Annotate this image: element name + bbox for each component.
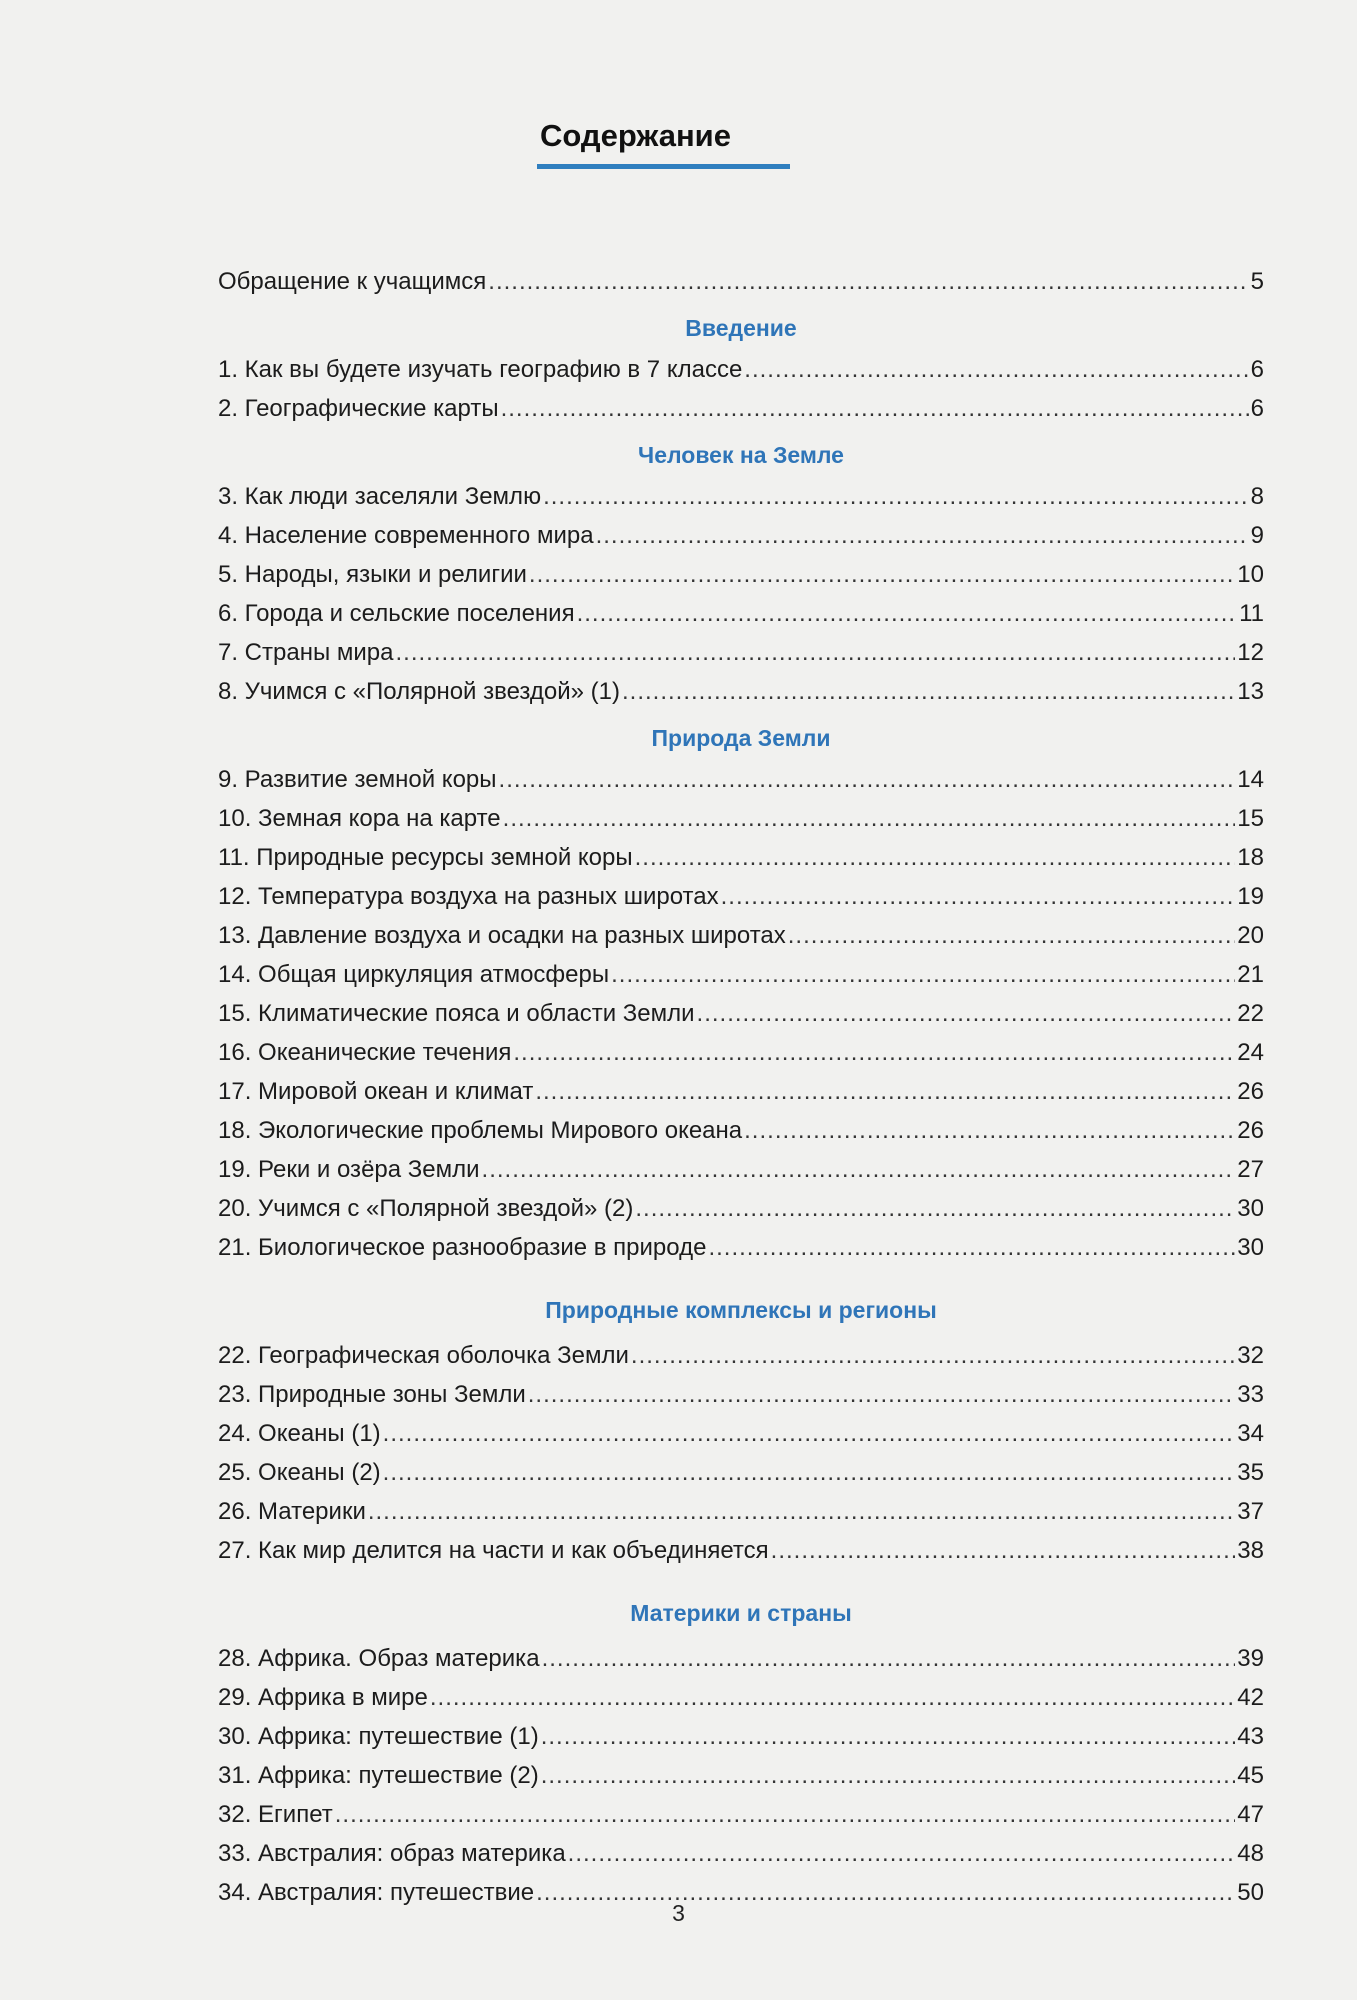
toc-entry-page: 21 [1237,961,1264,988]
toc-entry-page: 6 [1250,395,1264,422]
dot-leader [744,350,1248,389]
dot-leader [368,1492,1235,1531]
toc-entry[interactable] [218,1756,1264,1795]
toc-entry-label: 15. Климатические пояса и области Земли [218,1000,695,1027]
dot-leader [721,877,1236,916]
toc-entry-page: 32 [1237,1342,1264,1369]
toc-entry-page: 22 [1237,1000,1264,1027]
toc-entry[interactable] [218,1639,1264,1678]
toc-entry-page: 14 [1237,766,1264,793]
toc-entry[interactable] [218,1111,1264,1150]
toc-entry-page: 47 [1237,1801,1264,1828]
toc-entry-label: 10. Земная кора на карте [218,805,501,832]
toc-entry[interactable] [218,1414,1264,1453]
toc-entry-page: 42 [1237,1684,1264,1711]
toc-entry-label: 32. Египет [218,1801,333,1828]
toc-entry-page: 8 [1250,483,1264,510]
toc-entry[interactable] [218,955,1264,994]
section-heading: Материки и страны [630,1600,852,1626]
toc-entry[interactable] [218,916,1264,955]
table-of-contents [218,262,1264,1912]
toc-entry-page: 33 [1237,1381,1264,1408]
toc-entry-label: 31. Африка: путешествие (2) [218,1762,539,1789]
toc-entry-label: 5. Народы, языки и религии [218,561,527,588]
toc-entry[interactable] [218,838,1264,877]
dot-leader [541,1756,1236,1795]
dot-leader [788,916,1236,955]
title-underline [537,164,790,169]
toc-entry-page: 20 [1237,922,1264,949]
toc-entry[interactable] [218,760,1264,799]
toc-entry[interactable] [218,262,1264,301]
dot-leader [541,1717,1236,1756]
toc-entry-page: 30 [1237,1195,1264,1222]
toc-entry-label: 27. Как мир делится на части и как объединяется [218,1537,769,1564]
toc-entry[interactable] [218,1492,1264,1531]
page-number: 3 [672,1900,685,1926]
dot-leader [395,633,1235,672]
toc-entry[interactable] [218,594,1264,633]
dot-leader [635,838,1236,877]
toc-entry[interactable] [218,1375,1264,1414]
toc-entry-page: 35 [1237,1459,1264,1486]
dot-leader [383,1453,1236,1492]
dot-leader [529,555,1235,594]
toc-entry-label: 2. Географические карты [218,395,499,422]
toc-entry-label: 9. Развитие земной коры [218,766,497,793]
toc-entry-page: 26 [1237,1117,1264,1144]
toc-entry-page: 9 [1250,522,1264,549]
toc-entry-label: Обращение к учащимся [218,268,487,295]
dot-leader [622,672,1235,711]
dot-leader [708,1228,1235,1267]
toc-entry-label: 8. Учимся с «Полярной звездой» (1) [218,678,620,705]
dot-leader [611,955,1235,994]
toc-entry-label: 7. Страны мира [218,639,394,666]
toc-entry[interactable] [218,1189,1264,1228]
section-heading: Природные комплексы и регионы [545,1297,937,1323]
dot-leader [482,1150,1236,1189]
dot-leader [499,760,1236,799]
toc-entry[interactable] [218,1072,1264,1111]
toc-entry[interactable] [218,555,1264,594]
dot-leader [503,799,1236,838]
toc-entry-label: 19. Реки и озёра Земли [218,1156,480,1183]
dot-leader [596,516,1249,555]
dot-leader [535,1072,1235,1111]
toc-entry[interactable] [218,1834,1264,1873]
dot-leader [744,1111,1235,1150]
toc-entry-label: 12. Температура воздуха на разных широтах [218,883,719,910]
toc-entry[interactable] [218,1795,1264,1834]
toc-entry-label: 33. Австралия: образ материка [218,1840,566,1867]
toc-entry-page: 27 [1237,1156,1264,1183]
toc-entry[interactable] [218,1336,1264,1375]
dot-leader [771,1531,1236,1570]
toc-entry-page: 6 [1250,356,1264,383]
toc-entry-page: 38 [1237,1537,1264,1564]
toc-entry[interactable] [218,477,1264,516]
toc-entry-page: 12 [1237,639,1264,666]
toc-entry-page: 45 [1237,1762,1264,1789]
dot-leader [542,1639,1236,1678]
toc-entry-label: 29. Африка в мире [218,1684,428,1711]
toc-entry[interactable] [218,1531,1264,1570]
toc-entry[interactable] [218,1453,1264,1492]
toc-entry-label: 30. Африка: путешествие (1) [218,1723,539,1750]
page-title: Содержание [540,118,731,153]
section-heading: Введение [685,315,797,341]
toc-entry-label: 22. Географическая оболочка Земли [218,1342,629,1369]
toc-entry[interactable] [218,799,1264,838]
toc-entry-page: 39 [1237,1645,1264,1672]
toc-entry-page: 48 [1237,1840,1264,1867]
toc-entry-label: 20. Учимся с «Полярной звездой» (2) [218,1195,634,1222]
toc-entry[interactable] [218,1150,1264,1189]
toc-entry-label: 23. Природные зоны Земли [218,1381,526,1408]
dot-leader [501,389,1249,428]
toc-entry-page: 11 [1239,600,1264,627]
toc-entry-label: 16. Океанические течения [218,1039,512,1066]
toc-entry-page: 24 [1237,1039,1264,1066]
toc-entry-page: 10 [1237,561,1264,588]
toc-entry[interactable] [218,1717,1264,1756]
toc-entry-page: 30 [1237,1234,1264,1261]
toc-entry[interactable] [218,1033,1264,1072]
toc-entry-label: 25. Океаны (2) [218,1459,381,1486]
toc-entry[interactable] [218,877,1264,916]
toc-entry-label: 17. Мировой океан и климат [218,1078,534,1105]
toc-entry-page: 26 [1237,1078,1264,1105]
toc-entry-label: 34. Австралия: путешествие [218,1879,535,1906]
toc-entry-page: 34 [1237,1420,1264,1447]
toc-entry-page: 43 [1237,1723,1264,1750]
dot-leader [631,1336,1235,1375]
dot-leader [430,1678,1235,1717]
toc-entry[interactable] [218,350,1264,389]
toc-entry-page: 19 [1237,883,1264,910]
toc-entry-label: 13. Давление воздуха и осадки на разных широтах [218,922,786,949]
dot-leader [568,1834,1236,1873]
toc-entry-label: 18. Экологические проблемы Мирового океана [218,1117,743,1144]
toc-entry-label: 11. Природные ресурсы земной коры [218,844,633,871]
dot-leader [513,1033,1235,1072]
dot-leader [543,477,1249,516]
dot-leader [577,594,1238,633]
toc-entry-label: 1. Как вы будете изучать географию в 7 классе [218,356,743,383]
toc-entry[interactable] [218,516,1264,555]
toc-entry[interactable] [218,1228,1264,1267]
section-heading: Человек на Земле [638,442,844,468]
toc-entry-page: 37 [1237,1498,1264,1525]
toc-entry[interactable] [218,994,1264,1033]
toc-entry-page: 50 [1237,1879,1264,1906]
toc-entry-page: 5 [1250,268,1264,295]
dot-leader [383,1414,1236,1453]
toc-entry-page: 15 [1237,805,1264,832]
toc-entry[interactable] [218,633,1264,672]
toc-entry-page: 13 [1237,678,1264,705]
dot-leader [335,1795,1236,1834]
toc-entry-label: 14. Общая циркуляция атмосферы [218,961,610,988]
toc-entry-page: 18 [1237,844,1264,871]
toc-entry[interactable] [218,1678,1264,1717]
toc-entry[interactable] [218,672,1264,711]
toc-entry[interactable] [218,389,1264,428]
toc-entry-label: 24. Океаны (1) [218,1420,381,1447]
toc-entry-label: 28. Африка. Образ материка [218,1645,540,1672]
dot-leader [697,994,1236,1033]
dot-leader [488,262,1248,301]
toc-entry-label: 21. Биологическое разнообразие в природе [218,1234,707,1261]
toc-entry-label: 6. Города и сельские поселения [218,600,575,627]
dot-leader [528,1375,1236,1414]
toc-entry-label: 3. Как люди заселяли Землю [218,483,542,510]
section-heading: Природа Земли [651,725,831,751]
toc-entry-label: 26. Материки [218,1498,366,1525]
toc-entry-label: 4. Население современного мира [218,522,594,549]
dot-leader [635,1189,1235,1228]
